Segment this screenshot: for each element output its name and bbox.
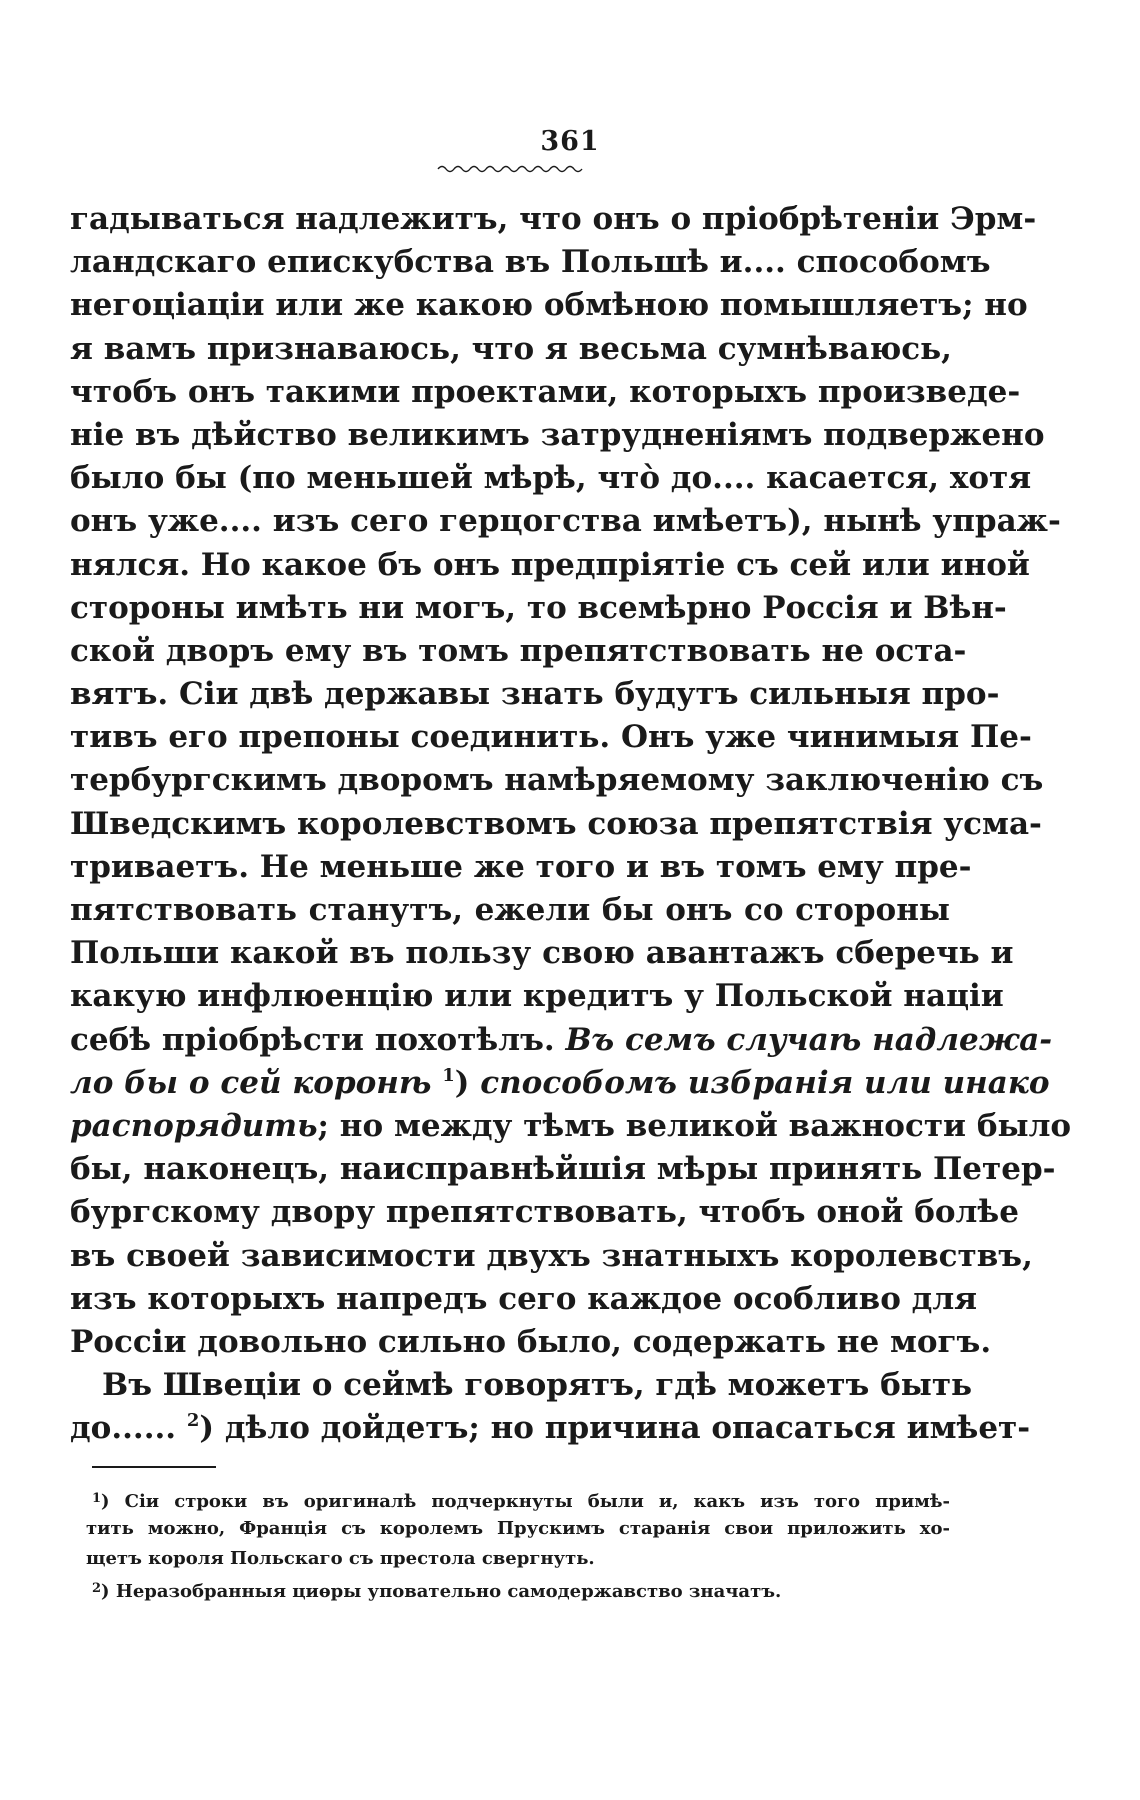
italic-segment: способомъ избранія или инако — [480, 1064, 1050, 1101]
text-line: бургскому двору препятствовать, чтобъ оной болѣе — [70, 1194, 1019, 1231]
text-line: триваетъ. Не меньше же того и въ томъ ему пре- — [70, 848, 972, 885]
wavy-rule-ornament — [436, 162, 584, 176]
footnote-ref-1[interactable]: 1 — [442, 1064, 455, 1086]
text-segment: дѣло дойдетъ; но причина опасаться имѣет- — [224, 1410, 1031, 1447]
text-line: онъ уже.... изъ сего герцогства имѣетъ), нынѣ упраж- — [70, 503, 1061, 540]
text-line: Россіи довольно сильно было, содержать не могъ. — [70, 1323, 992, 1360]
footnote-ref-2[interactable]: 2 — [186, 1410, 200, 1432]
text-line: ніе въ дѣйство великимъ затрудненіямъ подвержено — [70, 416, 1045, 453]
footnote-text-line: щетъ короля Польскаго съ престола свергнуть. — [86, 1548, 595, 1569]
footnote-1: $^1$) Сіи строки въ оригиналѣ подчеркнуты были и, какъ изъ того примѣ- — [92, 1491, 950, 1512]
text-line: я вамъ признаваюсь, что я весьма сумнѣваюсь, — [70, 330, 952, 367]
text-line: ской дворъ ему въ томъ препятствовать не оста- — [70, 632, 967, 669]
text-line: тивъ его препоны соединить. Онъ уже чинимыя Пе- — [70, 719, 1032, 756]
text-line: Польши какой въ пользу свою авантажъ сберечь и — [70, 935, 1014, 972]
text-line: стороны имѣть ни могъ, то всемѣрно Россія и Вѣн- — [70, 589, 1007, 626]
footnote-text: Неразобранныя циѳры уповательно самодержавство значатъ. — [115, 1581, 782, 1602]
text-line: было бы (по меньшей мѣрѣ, что̀ до.... касается, хотя — [70, 460, 1032, 497]
footnote-mark: 1 — [92, 1491, 102, 1506]
footnote-text-line: тить можно, Франція съ королемъ Прускимъ старанія свои приложить хо- — [86, 1518, 950, 1539]
text-line-italic: ло бы о сей коронѣ $^1$) способомъ избранія или инако — [70, 1064, 1050, 1101]
text-line: чтобъ онъ такими проектами, которыхъ произведе- — [70, 373, 1021, 410]
text-line: бы, наконецъ, наисправнѣйшія мѣры принять Петер- — [70, 1151, 1056, 1188]
text-segment: себѣ пріобрѣсти похотѣлъ. — [70, 1021, 555, 1058]
text-line-mixed — [70, 1105, 1072, 1148]
footnote-text: Сіи строки въ оригиналѣ подчеркнуты были и, какъ изъ того примѣ- — [124, 1491, 950, 1512]
text-line: негоціаціи или же какою обмѣною помышляетъ; но — [70, 287, 1028, 324]
body-text — [70, 198, 1072, 1450]
text-line: ландскаго епискубства въ Польшѣ и.... способомъ — [70, 244, 991, 281]
text-line: гадываться надлежитъ, что онъ о пріобрѣтеніи Эрм- — [70, 201, 1037, 237]
text-line: въ своей зависимости двухъ знатныхъ королевствъ, — [70, 1237, 1033, 1274]
footnotes — [86, 1484, 950, 1604]
footnote-2: $^2$) Неразобранныя циѳры уповательно самодержавство значатъ. — [92, 1581, 782, 1602]
text-line: Шведскимъ королевствомъ союза препятствія усма- — [70, 805, 1042, 842]
text-line-mixed: до...... $^2$) дѣло дойдетъ; но причина опасаться имѣет- — [70, 1410, 1031, 1447]
italic-segment: распорядить — [70, 1107, 318, 1144]
text-line: тербургскимъ дворомъ намѣряемому заключенію съ — [70, 762, 1044, 799]
footnote-mark: 2 — [92, 1581, 102, 1596]
italic-segment: ло бы о сей коронѣ — [70, 1064, 432, 1101]
text-segment: до...... — [70, 1410, 177, 1447]
text-line: нялся. Но какое бъ онъ предпріятіе съ сей или иной — [70, 546, 1030, 583]
text-line: Въ Швеціи о сеймѣ говорятъ, гдѣ можетъ быть — [102, 1367, 973, 1404]
page-number: 361 — [540, 126, 600, 157]
footnote-divider — [92, 1466, 216, 1468]
text-line: изъ которыхъ напредъ сего каждое особливо для — [70, 1280, 978, 1317]
text-line: вятъ. Сіи двѣ державы знать будутъ сильныя про- — [70, 676, 1000, 713]
italic-segment: Въ семъ случаѣ надлежа- — [565, 1021, 1053, 1058]
text-line: какую инфлюенцію или кредитъ у Польской націи — [70, 978, 1004, 1015]
text-line: пятствовать станутъ, ежели бы онъ со стороны — [70, 892, 950, 928]
text-line-mixed — [70, 1019, 1053, 1062]
text-segment: ; но между тѣмъ великой важности было — [317, 1107, 1072, 1144]
